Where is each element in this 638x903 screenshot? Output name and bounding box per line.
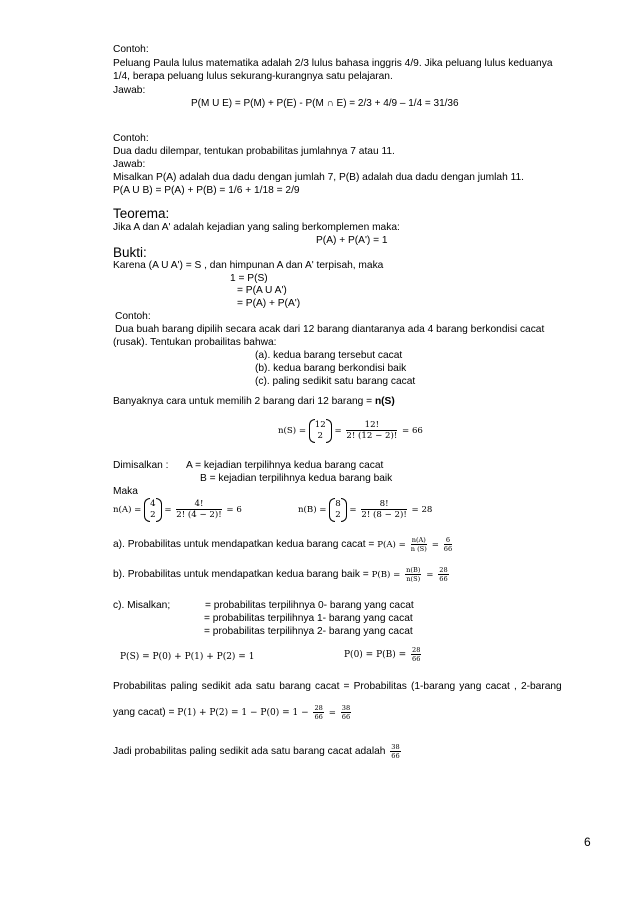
p0-equation: P(0) = P(B) = $\frac{28}{66}$ [344,645,421,663]
conclusion-line: Jadi probabilitas paling sedikit ada satu barang cacat adalah $\frac{38}{66}$ [113,742,400,760]
nB-binomial: 8 2 [329,499,346,521]
example2-line1: Misalkan P(A) adalah dua dadu dengan jumlah 7, P(B) adalah dua dadu dengan jumlah 11. [113,172,524,183]
proof-heading: Bukti: [113,245,147,260]
prob-c-item2: = probabilitas terpilihnya 2- barang yang cacat [204,626,413,637]
proof-line1: Karena (A U A') = S , dan himpunan A dan A' terpisah, maka [113,260,384,271]
count-statement: Banyaknya cara untuk memilih 2 barang dari 12 barang = n(S) [113,396,395,407]
example2-answer-label: Jawab: [113,159,146,170]
example3-title: Contoh: [115,311,151,322]
theorem-line2: P(A) + P(A') = 1 [316,235,388,246]
count-nS-label: n(S) [374,396,395,407]
example3-question-line2: (rusak). Tentukan probailitas bahwa: [113,337,277,348]
example1-question-line2: 1/4, berapa peluang lulus sekurang-kurangnya satu pelajaran. [113,71,393,82]
example2-line2: P(A U B) = P(A) + P(B) = 1/6 + 1/18 = 2/9 [113,185,300,196]
page-number: 6 [584,835,591,849]
nA-formula: n(A) = 4 2 = $\frac{4!}{2! (4 - 2)!}$ = 6 [113,498,242,520]
prob-summary-fraction1: $\frac{28}{66}$ [314,703,323,721]
example2-question: Dua dadu dilempar, tentukan probabilitas jumlahnya 7 atau 11. [113,146,395,157]
example3-option-a: (a). kedua barang tersebut cacat [255,350,403,361]
example1-question-line1: Peluang Paula lulus matematika adalah 2/3 lulus bahasa inggris 4/9. Jika peluang lulus keduanya [113,58,553,69]
define-A: A = kejadian terpilihnya kedua barang cacat [186,460,384,471]
prob-a-fraction: $\frac{n(A)}{n (S)}$ [410,535,427,553]
example3-option-b: (b). kedua barang berkondisi baik [255,363,407,374]
p0-fraction: $\frac{28}{66}$ [412,645,421,663]
prob-a-result: $\frac{6}{66}$ [443,535,453,553]
nS-binomial: 12 2 [309,420,332,442]
prob-b-fraction: $\frac{n(B)}{n(S)}$ [406,565,421,583]
sum-equation: P(S) = P(0) + P(1) + P(2) = 1 [120,652,255,662]
prob-b-line: b). Probabilitas untuk mendapatkan kedua barang baik = P(B) = $\frac{n(B)}{n(S)}$ = $\frac{28}{66}$ [113,565,448,583]
example2-title: Contoh: [113,133,149,144]
example3-option-c: (c). paling sedikit satu barang cacat [255,376,416,387]
nB-fraction: $\frac{8!}{2! (8 - 2)!}$ [361,499,407,520]
define-B: B = kejadian terpilihnya kedua barang baik [200,473,393,484]
nA-fraction: $\frac{4!}{2! (4 - 2)!}$ [176,499,222,520]
proof-line4: = P(A) + P(A') [237,298,301,309]
prob-summary-line2: yang cacat) = P(1) + P(2) = 1 − P(0) = 1 − $\frac{28}{66}$ = $\frac{38}{66}$ [113,703,351,721]
nA-binomial: 4 2 [144,499,161,521]
prob-c-item0: = probabilitas terpilihnya 0- barang yang cacat [205,600,414,611]
example1-answer-label: Jawab: [113,85,146,96]
prob-b-result: $\frac{28}{66}$ [439,565,448,583]
nS-fraction: $\frac{12!}{2! (12 - 2)!}$ [346,420,398,441]
theorem-line1: Jika A dan A' adalah kejadian yang saling berkomplemen maka: [113,222,400,233]
prob-summary-line1: Probabilitas paling sedikit ada satu barang cacat = Probabilitas (1-barang yang cacat , 2-barang [113,681,562,692]
example1-title: Contoh: [113,44,149,55]
maka-label: Maka [113,486,138,497]
nS-formula: n(S) = 12 2 = $\frac{12!}{2! (12 - 2)!}$ = 66 [278,419,423,441]
nB-formula: n(B) = 8 2 = $\frac{8!}{2! (8 - 2)!}$ = 28 [298,498,433,520]
proof-line3: = P(A U A') [237,285,287,296]
define-label: Dimisalkan : [113,460,169,471]
prob-summary-fraction2: $\frac{38}{66}$ [341,703,351,721]
prob-c-label: c). Misalkan; [113,600,171,611]
example1-equation: P(M U E) = P(M) + P(E) - P(M ∩ E) = 2/3 + 4/9 – 1/4 = 31/36 [191,98,459,109]
conclusion-fraction: $\frac{38}{66}$ [391,742,400,760]
theorem-heading: Teorema: [113,206,170,221]
prob-a-line: a). Probabilitas untuk mendapatkan kedua barang cacat = P(A) = $\frac{n(A)}{n (S)}$ = $\frac{6}{66}$ [113,535,453,553]
proof-line2: 1 = P(S) [230,273,268,284]
example3-question-line1: Dua buah barang dipilih secara acak dari 12 barang diantaranya ada 4 barang berkondisi cacat [115,324,545,335]
prob-c-item1: = probabilitas terpilihnya 1- barang yang cacat [204,613,413,624]
